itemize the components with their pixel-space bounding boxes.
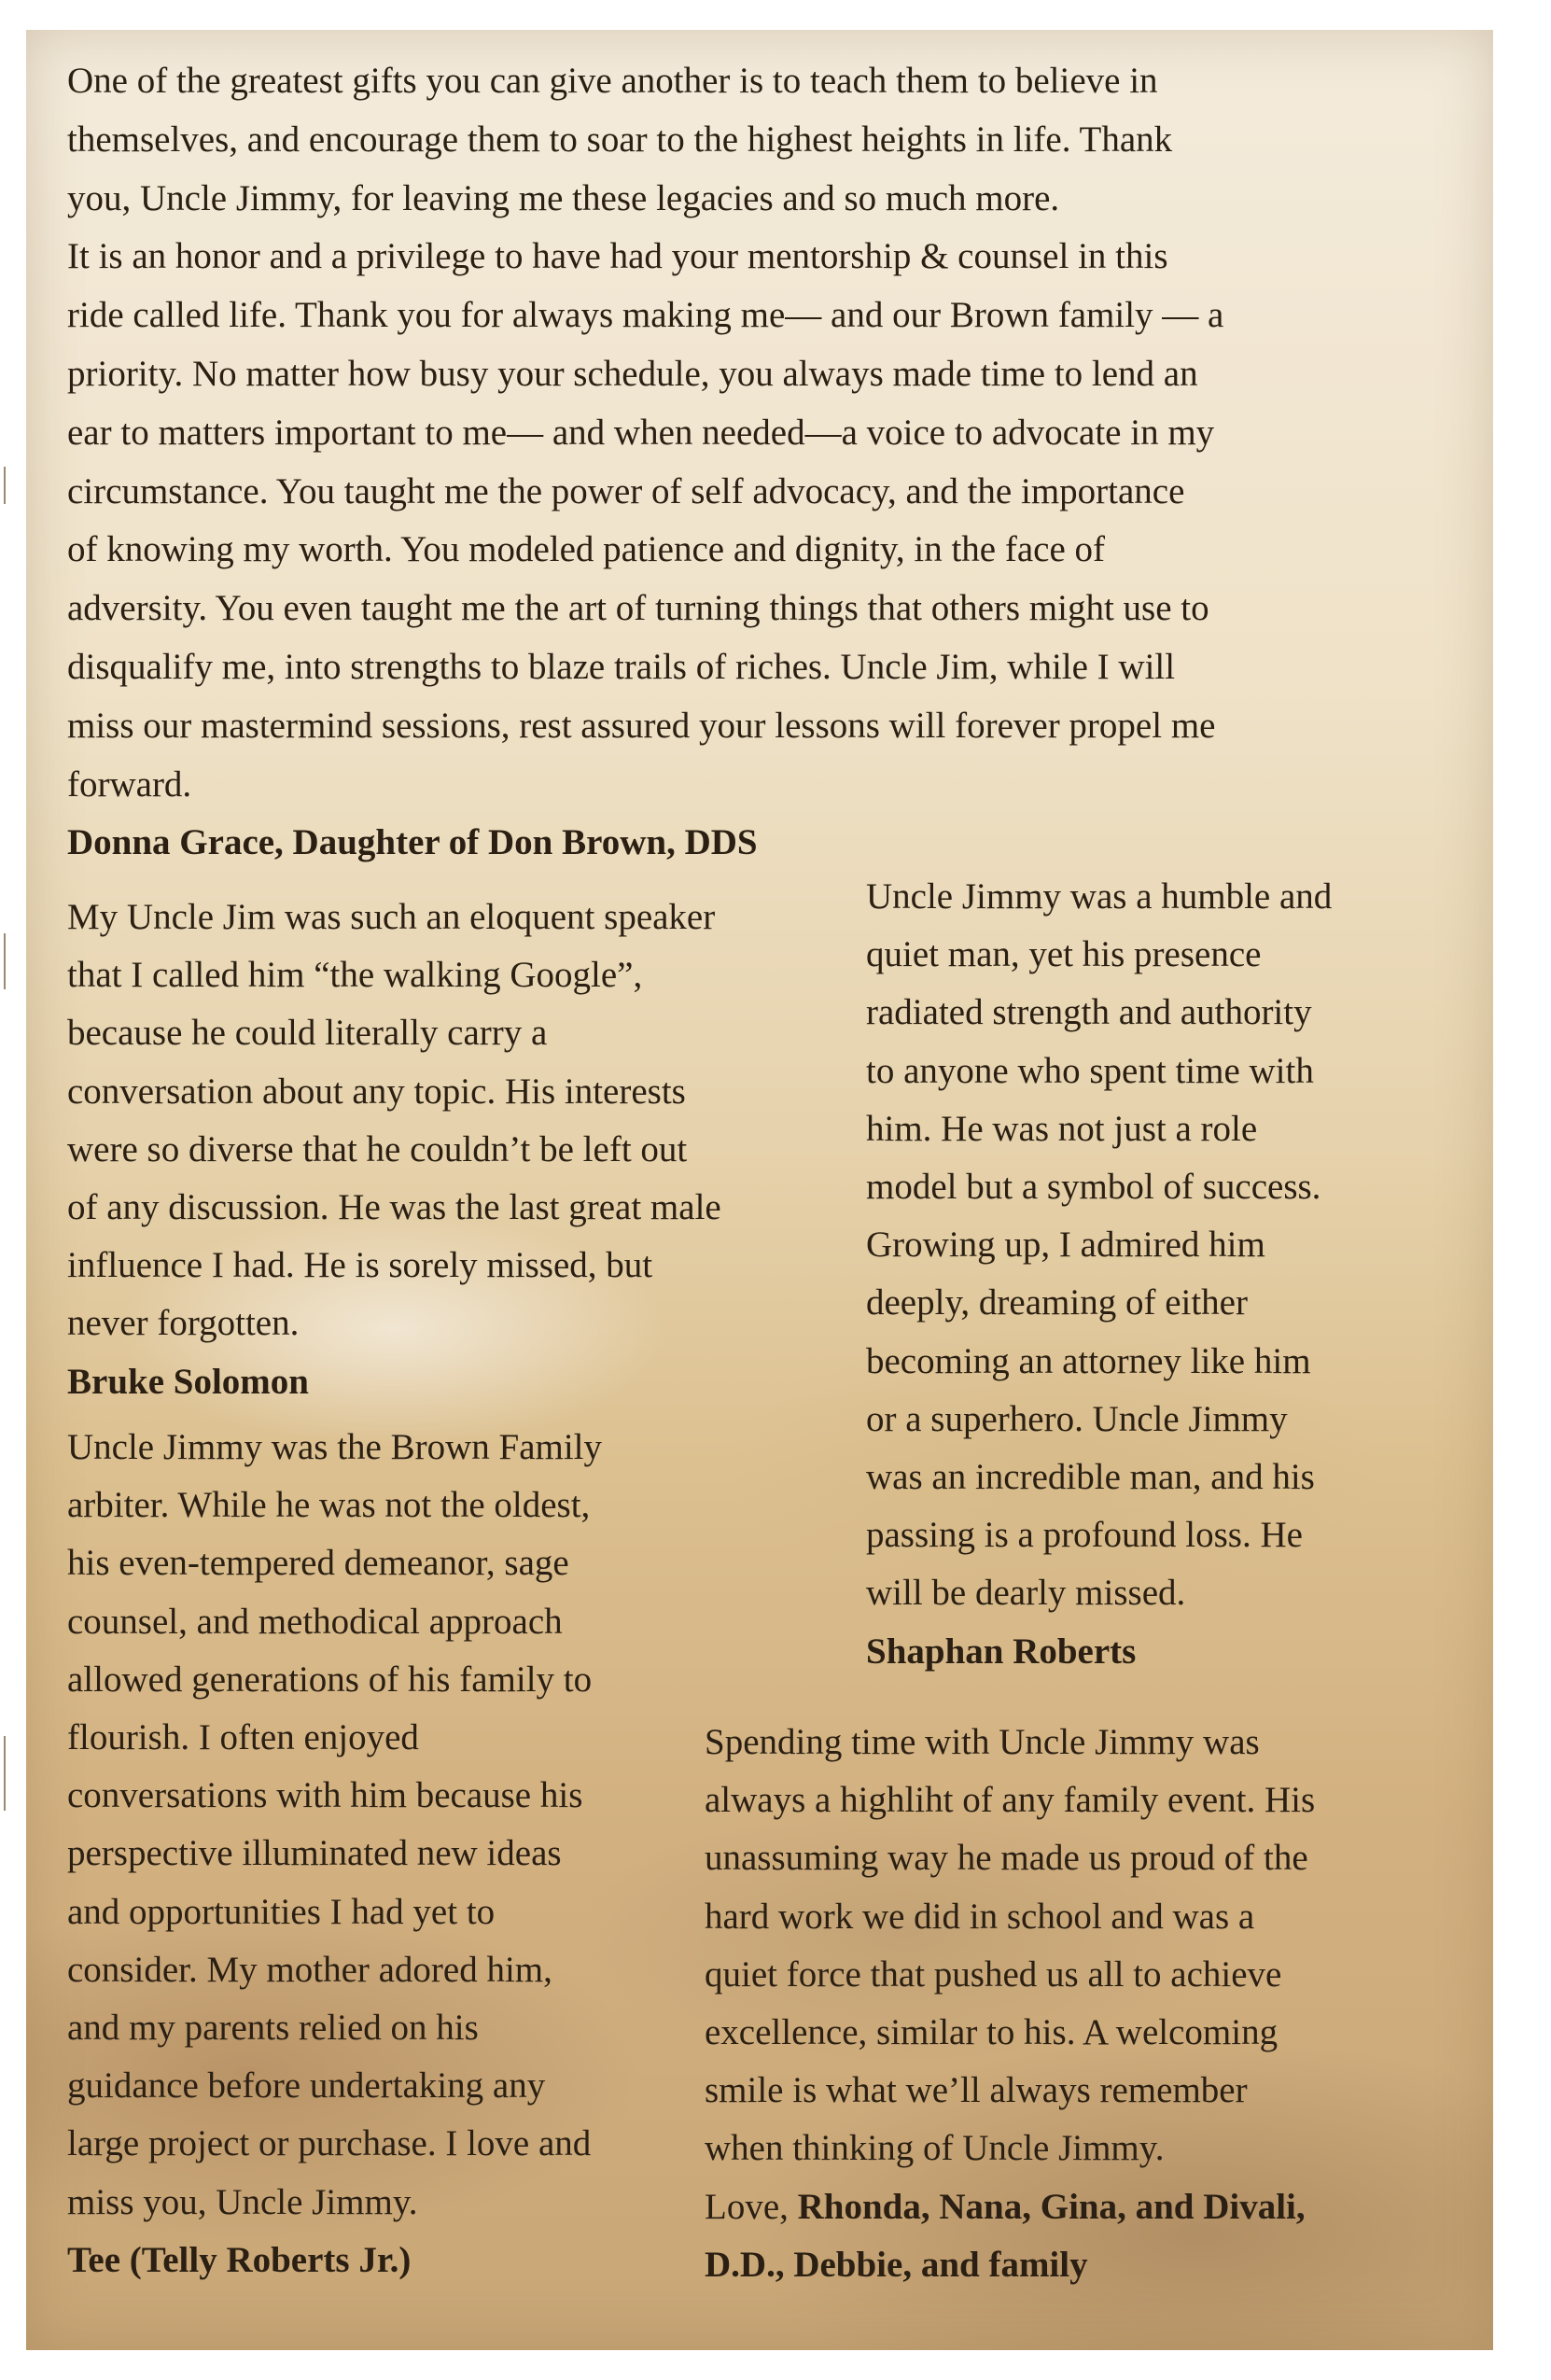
tribute-line: and opportunities I had yet to: [67, 1891, 496, 1932]
tribute-line: him. He was not just a role: [866, 1108, 1258, 1149]
tribute-bruke-solomon: [67, 889, 860, 1411]
tribute-donna-grace: [67, 52, 1467, 873]
tribute-line: hard work we did in school and was a: [705, 1896, 1255, 1937]
tribute-signature: D.D., Debbie, and family: [705, 2244, 1088, 2285]
scan-margin-mark: [4, 933, 6, 989]
tribute-family: [705, 1714, 1470, 2294]
signature-prefix: Love,: [705, 2186, 798, 2227]
tribute-line: themselves, and encourage them to soar to the highest heights in life. Thank: [67, 119, 1173, 160]
tribute-line: guidance before undertaking any: [67, 2065, 546, 2107]
tribute-line: of any discussion. He was the last great male: [67, 1187, 721, 1228]
tribute-line: ride called life. Thank you for always making me— and our Brown family — a: [67, 295, 1224, 336]
tribute-signature: Rhonda, Nana, Gina, and Divali,: [797, 2186, 1306, 2227]
tribute-line: flourish. I often enjoyed: [67, 1717, 419, 1758]
tribute-line: large project or purchase. I love and: [67, 2123, 592, 2164]
tribute-line: always a highliht of any family event. His: [705, 1780, 1316, 1821]
tribute-line: of knowing my worth. You modeled patience and dignity, in the face of: [67, 529, 1105, 570]
tribute-line: never forgotten.: [67, 1303, 300, 1344]
tribute-line: deeply, dreaming of either: [866, 1282, 1248, 1323]
tribute-signature: Bruke Solomon: [67, 1361, 309, 1402]
tribute-line: Growing up, I admired him: [866, 1225, 1265, 1266]
tribute-line: miss our mastermind sessions, rest assured your lessons will forever propel me: [67, 705, 1216, 746]
tribute-line: priority. No matter how busy your schedule, you always made time to lend an: [67, 353, 1198, 394]
tribute-line: Spending time with Uncle Jimmy was: [705, 1722, 1260, 1762]
tribute-line: or a superhero. Uncle Jimmy: [866, 1398, 1288, 1439]
tribute-line: quiet man, yet his presence: [866, 934, 1262, 975]
tribute-line: radiated strength and authority: [866, 992, 1312, 1033]
tribute-line: excellence, similar to his. A welcoming: [705, 2012, 1279, 2053]
tribute-line: allowed generations of his family to: [67, 1659, 593, 1700]
tribute-line: It is an honor and a privilege to have had your mentorship & counsel in this: [67, 236, 1168, 277]
tribute-signature: Tee (Telly Roberts Jr.): [67, 2239, 412, 2280]
tribute-line: unassuming way he made us proud of the: [705, 1838, 1308, 1879]
tribute-signature-line: [705, 2178, 1470, 2236]
tribute-line: because he could literally carry a: [67, 1013, 548, 1054]
tribute-line: arbiter. While he was not the oldest,: [67, 1485, 591, 1526]
tribute-line: forward.: [67, 763, 192, 805]
tribute-signature: Shaphan Roberts: [866, 1631, 1137, 1672]
tribute-line: becoming an attorney like him: [866, 1340, 1311, 1381]
tribute-shaphan-roberts: [866, 868, 1463, 1681]
tribute-line: ear to matters important to me— and when needed—a voice to advocate in my: [67, 412, 1215, 453]
tribute-line: miss you, Uncle Jimmy.: [67, 2181, 418, 2222]
memorial-page: [26, 30, 1493, 2350]
scan-margin-mark: [4, 1736, 6, 1811]
tribute-line: circumstance. You taught me the power of self advocacy, and the importance: [67, 470, 1185, 511]
tribute-line: One of the greatest gifts you can give another is to teach them to believe in: [67, 61, 1158, 101]
tribute-line: you, Uncle Jimmy, for leaving me these legacies and so much more.: [67, 177, 1060, 218]
tribute-line: to anyone who spent time with: [866, 1050, 1314, 1091]
tribute-line: influence I had. He is sorely missed, but: [67, 1245, 653, 1286]
tribute-signature: Donna Grace, Daughter of Don Brown, DDS: [67, 822, 758, 863]
tribute-line: conversations with him because his: [67, 1775, 583, 1816]
tribute-line: disqualify me, into strengths to blaze trails of riches. Uncle Jim, while I will: [67, 646, 1176, 687]
tribute-line: that I called him “the walking Google”,: [67, 955, 643, 996]
tribute-line: counsel, and methodical approach: [67, 1601, 563, 1642]
tribute-line: were so diverse that he couldn’t be left out: [67, 1128, 688, 1169]
tribute-tee-roberts: [67, 1419, 720, 2289]
tribute-line: adversity. You even taught me the art of turning things that others might use to: [67, 588, 1209, 629]
tribute-line: conversation about any topic. His interests: [67, 1071, 686, 1112]
tribute-line: Uncle Jimmy was a humble and: [866, 876, 1333, 917]
tribute-line: perspective illuminated new ideas: [67, 1833, 562, 1874]
tribute-line: will be dearly missed.: [866, 1573, 1186, 1614]
tribute-line: My Uncle Jim was such an eloquent speaker: [67, 897, 716, 937]
tribute-line: quiet force that pushed us all to achieve: [705, 1953, 1282, 1995]
tribute-line: and my parents relied on his: [67, 2008, 479, 2049]
tribute-line: when thinking of Uncle Jimmy.: [705, 2128, 1165, 2169]
tribute-line: Uncle Jimmy was the Brown Family: [67, 1427, 603, 1467]
tribute-line: model but a symbol of success.: [866, 1167, 1321, 1208]
tribute-line: his even-tempered demeanor, sage: [67, 1543, 569, 1584]
tribute-line: passing is a profound loss. He: [866, 1515, 1303, 1556]
tribute-line: was an incredible man, and his: [866, 1457, 1315, 1498]
tribute-line: consider. My mother adored him,: [67, 1949, 552, 1990]
tribute-line: smile is what we’ll always remember: [705, 2070, 1248, 2111]
scan-margin-mark: [4, 467, 6, 504]
